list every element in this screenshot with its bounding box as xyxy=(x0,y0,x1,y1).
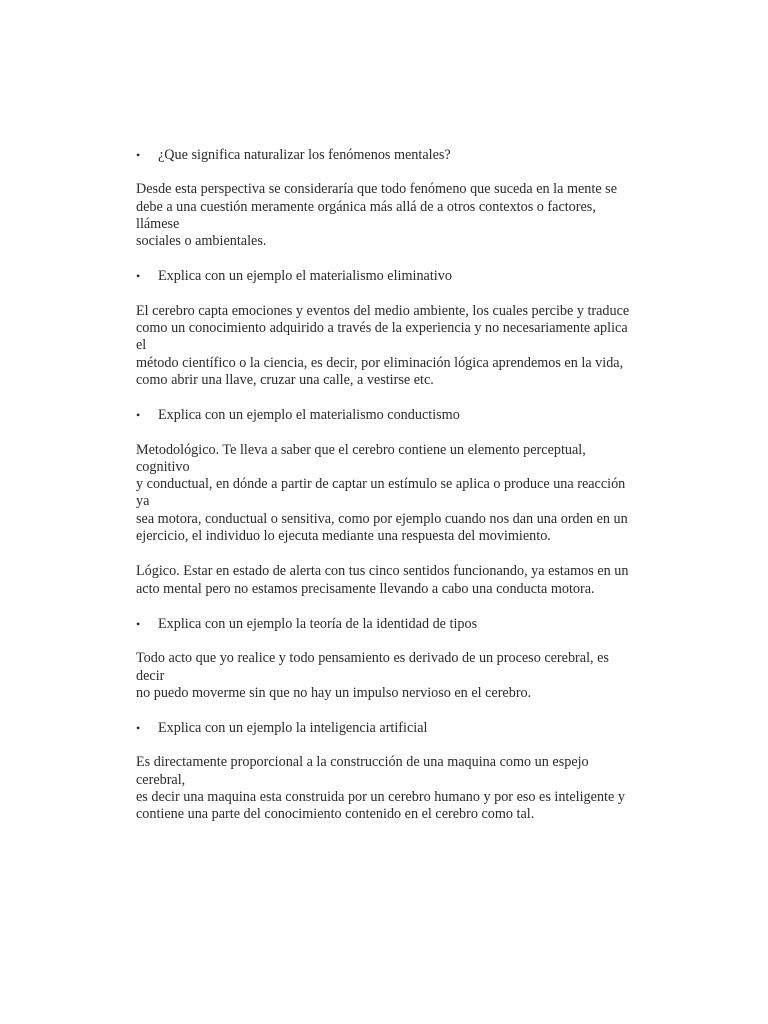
paragraph-line: ejercicio, el individuo lo ejecuta mediante una respuesta del movimiento. xyxy=(136,528,551,545)
paragraph-line: método científico o la ciencia, es decir, por eliminación lógica aprendemos en la vida, xyxy=(136,354,624,371)
bullet-icon: • xyxy=(136,721,141,736)
paragraph-line: El cerebro capta emociones y eventos del medio ambiente, los cuales percibe y traduce xyxy=(136,302,630,319)
bullet-icon: • xyxy=(136,616,141,631)
answer-paragraph xyxy=(136,754,636,823)
question-text: Explica con un ejemplo la teoría de la identidad de tipos xyxy=(158,615,478,632)
answer-paragraph xyxy=(136,442,636,546)
answer-paragraph xyxy=(136,303,636,389)
paragraph-line: como abrir una llave, cruzar una calle, a vestirse etc. xyxy=(136,371,434,388)
question-text: ¿Que significa naturalizar los fenómenos mentales? xyxy=(158,147,451,163)
paragraph-line: acto mental pero no estamos precisamente llevando a cabo una conducta motora. xyxy=(136,580,595,597)
question-text: Explica con un ejemplo el materialismo eliminativo xyxy=(158,268,452,285)
paragraph-line: debe a una cuestión meramente orgánica más allá de a otros contextos o factores, llámese xyxy=(136,198,596,232)
paragraph-line: no puedo moverme sin que no hay un impulso nervioso en el cerebro. xyxy=(136,684,532,701)
question-bullet xyxy=(136,268,636,285)
paragraph-line: sea motora, conductual o sensitiva, como por ejemplo cuando nos dan una orden en un xyxy=(136,510,628,527)
answer-paragraph xyxy=(136,650,636,702)
document-page xyxy=(136,147,636,824)
paragraph-line: Es directamente proporcional a la construcción de una maquina como un espejo cerebral, xyxy=(136,754,589,788)
paragraph-line: sociales o ambientales. xyxy=(136,233,267,250)
question-bullet xyxy=(136,720,636,737)
bullet-icon: • xyxy=(136,269,141,284)
question-bullet xyxy=(136,616,636,633)
paragraph-line: Todo acto que yo realice y todo pensamiento es derivado de un proceso cerebral, es decir xyxy=(136,650,609,684)
bullet-icon: • xyxy=(136,148,141,162)
paragraph-line: es decir una maquina esta construida por un cerebro humano y por eso es inteligente y xyxy=(136,789,625,806)
bullet-icon: • xyxy=(136,408,141,423)
question-text: Explica con un ejemplo el materialismo conductismo xyxy=(158,407,460,424)
paragraph-line: como un conocimiento adquirido a través de la experiencia y no necesariamente aplica el xyxy=(136,320,628,354)
paragraph-line: Metodológico. Te lleva a saber que el cerebro contiene un elemento perceptual, cognitivo xyxy=(136,441,586,475)
question-bullet xyxy=(136,407,636,424)
paragraph-line: Lógico. Estar en estado de alerta con tus cinco sentidos funcionando, ya estamos en un xyxy=(136,563,629,580)
answer-paragraph xyxy=(136,181,636,250)
question-text: Explica con un ejemplo la inteligencia artificial xyxy=(158,720,428,737)
paragraph-line: contiene una parte del conocimiento contenido en el cerebro como tal. xyxy=(136,806,535,823)
answer-paragraph xyxy=(136,563,636,598)
paragraph-line: y conductual, en dónde a partir de captar un estímulo se aplica o produce una reacción ya xyxy=(136,476,626,510)
question-bullet xyxy=(136,147,636,164)
paragraph-line: Desde esta perspectiva se consideraría que todo fenómeno que suceda en la mente se xyxy=(136,181,617,198)
